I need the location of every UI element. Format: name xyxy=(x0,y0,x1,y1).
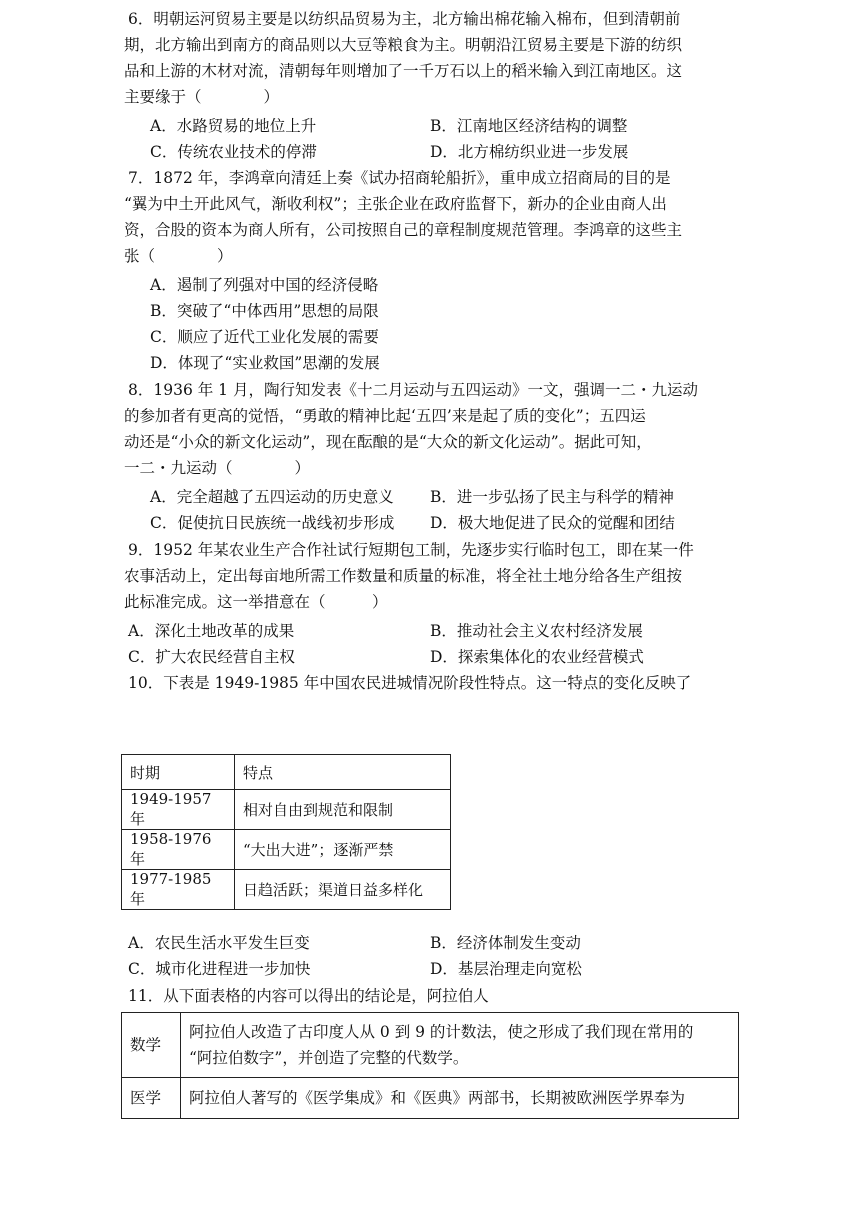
q9-stem-line-1: 9．1952 年某农业生产合作社试行短期包工制，先逐步实行临时包工，即在某一件 xyxy=(128,541,694,559)
q7-stem-line-4: 张（ ） xyxy=(124,247,233,265)
q7-stem-line-3: 资，合股的资本为商人所有，公司按照自己的章程制度规范管理。李鸿章的这些主 xyxy=(124,221,683,239)
q8-option-b[interactable]: B．进一步弘扬了民主与科学的精神 xyxy=(430,488,674,506)
q8-option-a[interactable]: A．完全超越了五四运动的历史意义 xyxy=(150,488,394,506)
q10-stem: 10．下表是 1949-1985 年中国农民进城情况阶段性特点。这一特点的变化反映了 xyxy=(128,674,692,692)
q8-option-d[interactable]: D．极大地促进了民众的觉醒和团结 xyxy=(430,514,675,532)
q9-stem-line-3: 此标准完成。这一举措意在（ ） xyxy=(124,593,388,611)
q11-content-medicine-line-1: 阿拉伯人著写的《医学集成》和《医典》两部书，长期被欧洲医学界奉为 xyxy=(189,1089,686,1107)
q10-option-c[interactable]: C．城市化进程进一步加快 xyxy=(128,960,311,978)
q10-cell-period: 1977-1985 年 xyxy=(122,870,235,910)
q9-option-a[interactable]: A．深化土地改革的成果 xyxy=(128,622,295,640)
table-row xyxy=(122,870,451,910)
q11-stem: 11．从下面表格的内容可以得出的结论是，阿拉伯人 xyxy=(128,987,489,1005)
q11-content-math-line-1: 阿拉伯人改造了古印度人从 0 到 9 的计数法，使之形成了我们现在常用的 xyxy=(189,1023,694,1041)
q7-stem-line-2: “翼为中土开此风气，渐收利权”；主张企业在政府监督下，新办的企业由商人出 xyxy=(124,195,667,213)
q8-stem-line-2: 的参加者有更高的觉悟，“勇敢的精神比起‘五四’来是起了质的变化”；五四运 xyxy=(124,407,646,425)
q9-option-d[interactable]: D．探索集体化的农业经营模式 xyxy=(430,648,644,666)
q8-stem-line-3: 动还是“小众的新文化运动”，现在酝酿的是“大众的新文化运动”。据此可知， xyxy=(124,433,652,451)
table-row xyxy=(122,755,451,790)
q7-option-d[interactable]: D．体现了“实业救国”思潮的发展 xyxy=(150,354,380,372)
q7-option-b[interactable]: B．突破了“中体西用”思想的局限 xyxy=(150,302,379,320)
q6-stem-line-2: 期，北方输出到南方的商品则以大豆等粮食为主。明朝沿江贸易主要是下游的纺织 xyxy=(124,36,683,54)
q7-stem-line-1: 7．1872 年，李鸿章向清廷上奏《试办招商轮船折》，重申成立招商局的目的是 xyxy=(128,169,671,187)
q11-subject-math: 数学 xyxy=(122,1013,181,1078)
q6-option-a[interactable]: A．水路贸易的地位上升 xyxy=(150,117,317,135)
q8-option-c[interactable]: C．促使抗日民族统一战线初步形成 xyxy=(150,514,395,532)
q9-option-b[interactable]: B．推动社会主义农村经济发展 xyxy=(430,622,643,640)
q10-cell-feature: “大出大进”；逐渐严禁 xyxy=(235,830,451,870)
q10-option-d[interactable]: D．基层治理走向宽松 xyxy=(430,960,582,978)
table-row xyxy=(122,1078,739,1119)
q11-table xyxy=(121,1012,739,1119)
table-row xyxy=(122,830,451,870)
q9-stem-line-2: 农事活动上，定出每亩地所需工作数量和质量的标准，将全社土地分给各生产组按 xyxy=(124,567,683,585)
q11-content-math xyxy=(181,1013,739,1078)
q10-header-period: 时期 xyxy=(122,755,235,790)
q10-header-feature: 特点 xyxy=(235,755,451,790)
q6-option-d[interactable]: D．北方棉纺织业进一步发展 xyxy=(430,143,629,161)
q10-option-b[interactable]: B．经济体制发生变动 xyxy=(430,934,581,952)
q10-cell-period: 1949-1957 年 xyxy=(122,790,235,830)
q6-option-c[interactable]: C．传统农业技术的停滞 xyxy=(150,143,317,161)
q9-option-c[interactable]: C．扩大农民经营自主权 xyxy=(128,648,295,666)
q11-content-math-line-2: “阿拉伯数字”，并创造了完整的代数学。 xyxy=(189,1049,469,1067)
q10-option-a[interactable]: A．农民生活水平发生巨变 xyxy=(128,934,310,952)
q10-cell-period: 1958-1976 年 xyxy=(122,830,235,870)
q7-option-c[interactable]: C．顺应了近代工业化发展的需要 xyxy=(150,328,379,346)
table-row xyxy=(122,1013,739,1078)
q7-option-a[interactable]: A．遏制了列强对中国的经济侵略 xyxy=(150,276,379,294)
q11-subject-medicine: 医学 xyxy=(122,1078,181,1119)
q6-option-b[interactable]: B．江南地区经济结构的调整 xyxy=(430,117,628,135)
q6-stem-line-3: 品和上游的木材对流，清朝每年则增加了一千万石以上的稻米输入到江南地区。这 xyxy=(124,62,683,80)
q8-stem-line-1: 8．1936 年 1 月，陶行知发表《十二月运动与五四运动》一文，强调一二・九运动 xyxy=(128,381,698,399)
q8-stem-line-4: 一二・九运动（ ） xyxy=(124,459,311,477)
q11-content-medicine xyxy=(181,1078,739,1119)
q10-table xyxy=(121,754,451,910)
q10-cell-feature: 日趋活跃；渠道日益多样化 xyxy=(235,870,451,910)
q6-stem-line-1: 6．明朝运河贸易主要是以纺织品贸易为主，北方输出棉花输入棉布，但到清朝前 xyxy=(128,10,681,28)
q10-cell-feature: 相对自由到规范和限制 xyxy=(235,790,451,830)
table-row xyxy=(122,790,451,830)
q6-stem-line-4: 主要缘于（ ） xyxy=(124,88,280,106)
